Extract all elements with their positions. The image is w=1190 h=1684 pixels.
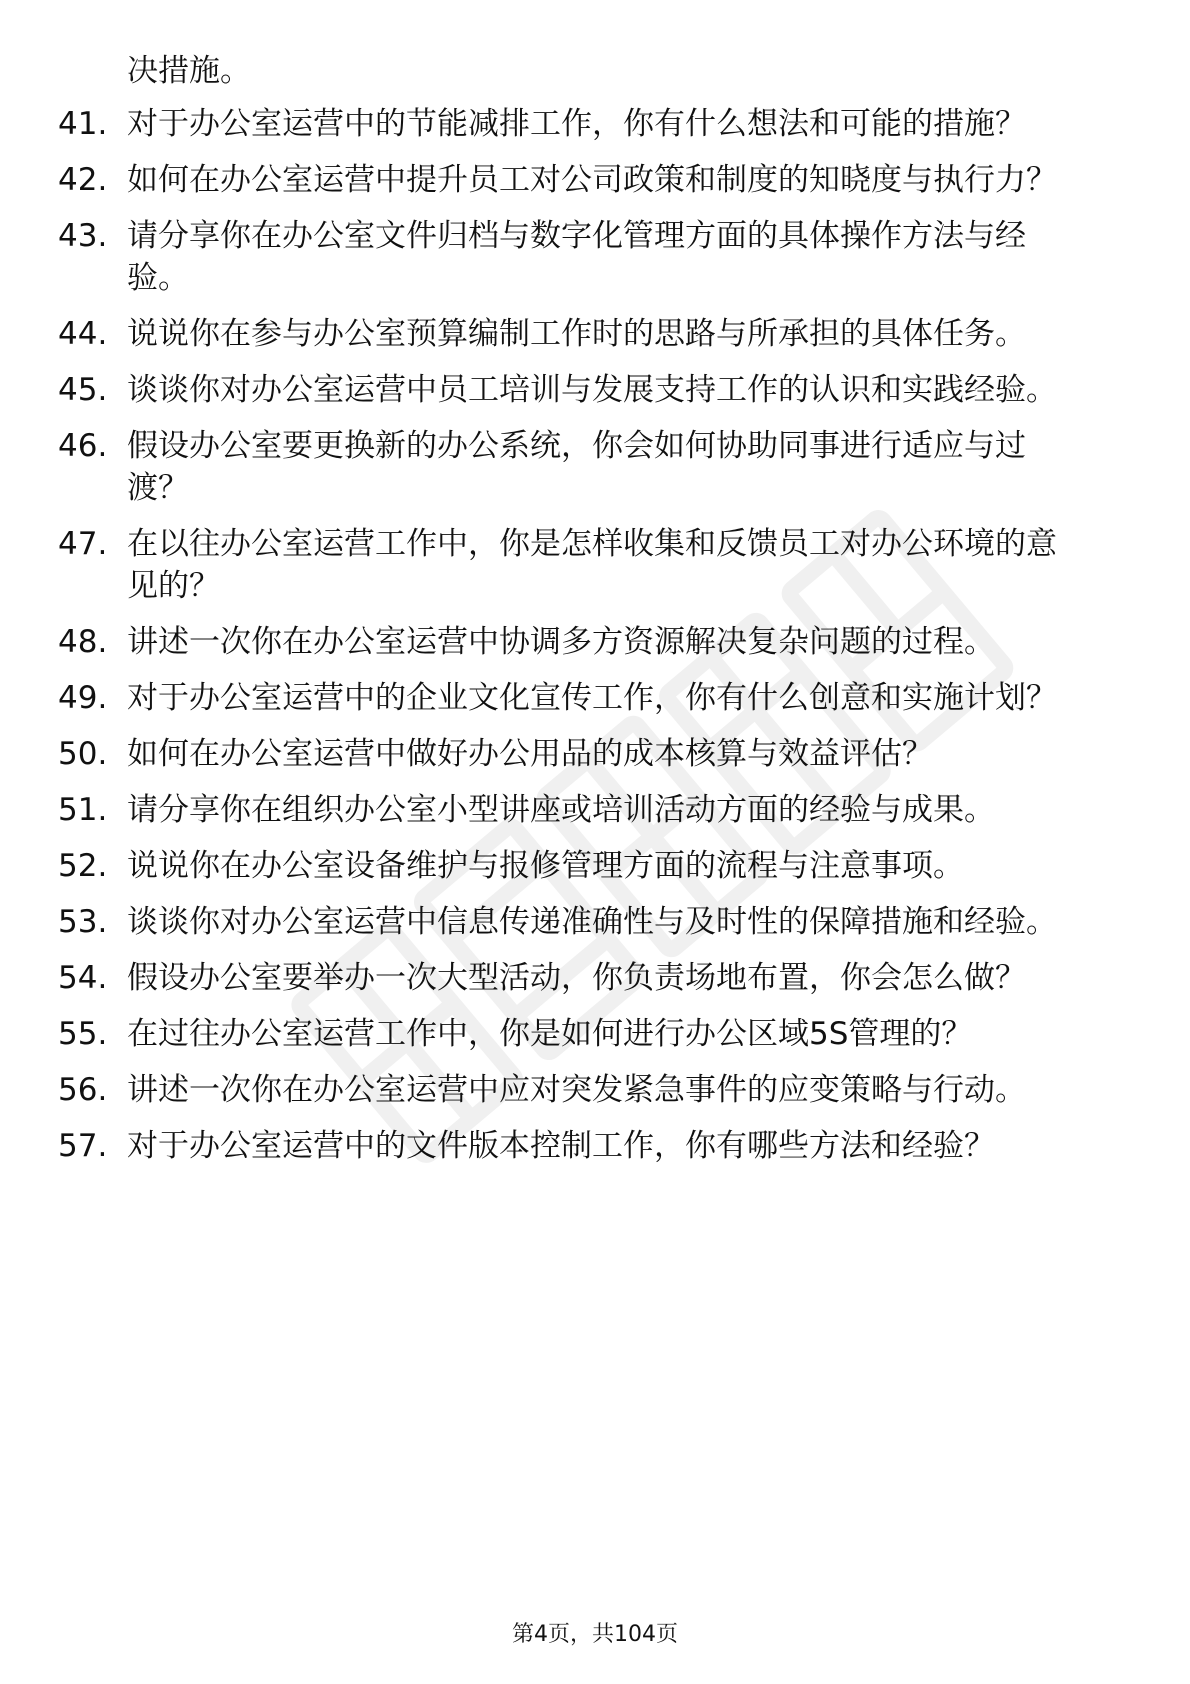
- question-text: 请分享你在组织办公室小型讲座或培训活动方面的经验与成果。: [127, 792, 995, 828]
- question-number: 56.: [58, 1072, 108, 1108]
- question-number: 49.: [58, 680, 108, 716]
- question-text: 讲述一次你在办公室运营中协调多方资源解决复杂问题的过程。: [127, 624, 995, 660]
- question-item: [0, 733, 1190, 775]
- question-item: [0, 789, 1190, 831]
- question-number: 41.: [58, 106, 108, 142]
- question-text: 说说你在参与办公室预算编制工作时的思路与所承担的具体任务。: [127, 316, 1026, 352]
- question-list: [0, 103, 1190, 1181]
- question-text: 在以往办公室运营工作中，你是怎样收集和反馈员工对办公环境的意见的？: [127, 526, 1057, 604]
- question-number: 42.: [58, 162, 108, 198]
- question-number: 51.: [58, 792, 108, 828]
- question-item: [0, 215, 1190, 299]
- question-number: 44.: [58, 316, 108, 352]
- question-number: 45.: [58, 372, 108, 408]
- question-item: [0, 523, 1190, 607]
- question-number: 50.: [58, 736, 108, 772]
- question-number: 43.: [58, 218, 108, 254]
- question-item: [0, 159, 1190, 201]
- question-item: [0, 103, 1190, 145]
- question-text: 对于办公室运营中的节能减排工作，你有什么想法和可能的措施？: [127, 106, 1026, 142]
- question-number: 48.: [58, 624, 108, 660]
- question-number: 52.: [58, 848, 108, 884]
- question-text: 讲述一次你在办公室运营中应对突发紧急事件的应变策略与行动。: [127, 1072, 1026, 1108]
- question-item: [0, 369, 1190, 411]
- page-footer: 第4页，共104页: [512, 1622, 678, 1647]
- question-text: 对于办公室运营中的企业文化宣传工作，你有什么创意和实施计划？: [127, 680, 1057, 716]
- question-text: 假设办公室要举办一次大型活动，你负责场地布置，你会怎么做？: [127, 960, 1026, 996]
- question-number: 57.: [58, 1128, 108, 1164]
- question-text: 假设办公室要更换新的办公系统，你会如何协助同事进行适应与过渡？: [127, 428, 1026, 506]
- question-item: [0, 677, 1190, 719]
- question-number: 54.: [58, 960, 108, 996]
- question-text: 谈谈你对办公室运营中员工培训与发展支持工作的认识和实践经验。: [127, 372, 1057, 408]
- question-item: [0, 901, 1190, 943]
- question-item: [0, 621, 1190, 663]
- question-item: [0, 957, 1190, 999]
- question-text: 在过往办公室运营工作中，你是如何进行办公区域5S管理的？: [127, 1016, 973, 1052]
- question-text: 请分享你在办公室文件归档与数字化管理方面的具体操作方法与经验。: [127, 218, 1026, 296]
- question-text: 如何在办公室运营中做好办公用品的成本核算与效益评估？: [127, 736, 933, 772]
- question-item: [0, 1013, 1190, 1055]
- continued-text: 决措施。: [127, 53, 251, 89]
- question-text: 谈谈你对办公室运营中信息传递准确性与及时性的保障措施和经验。: [127, 904, 1057, 940]
- question-item: [0, 1125, 1190, 1167]
- question-number: 53.: [58, 904, 108, 940]
- question-text: 说说你在办公室设备维护与报修管理方面的流程与注意事项。: [127, 848, 964, 884]
- question-number: 55.: [58, 1016, 108, 1052]
- question-number: 47.: [58, 526, 108, 562]
- question-item: [0, 313, 1190, 355]
- question-text: 对于办公室运营中的文件版本控制工作，你有哪些方法和经验？: [127, 1128, 995, 1164]
- question-item: [0, 425, 1190, 509]
- question-text: 如何在办公室运营中提升员工对公司政策和制度的知晓度与执行力？: [127, 162, 1057, 198]
- question-number: 46.: [58, 428, 108, 464]
- question-item: [0, 845, 1190, 887]
- question-item: [0, 1069, 1190, 1111]
